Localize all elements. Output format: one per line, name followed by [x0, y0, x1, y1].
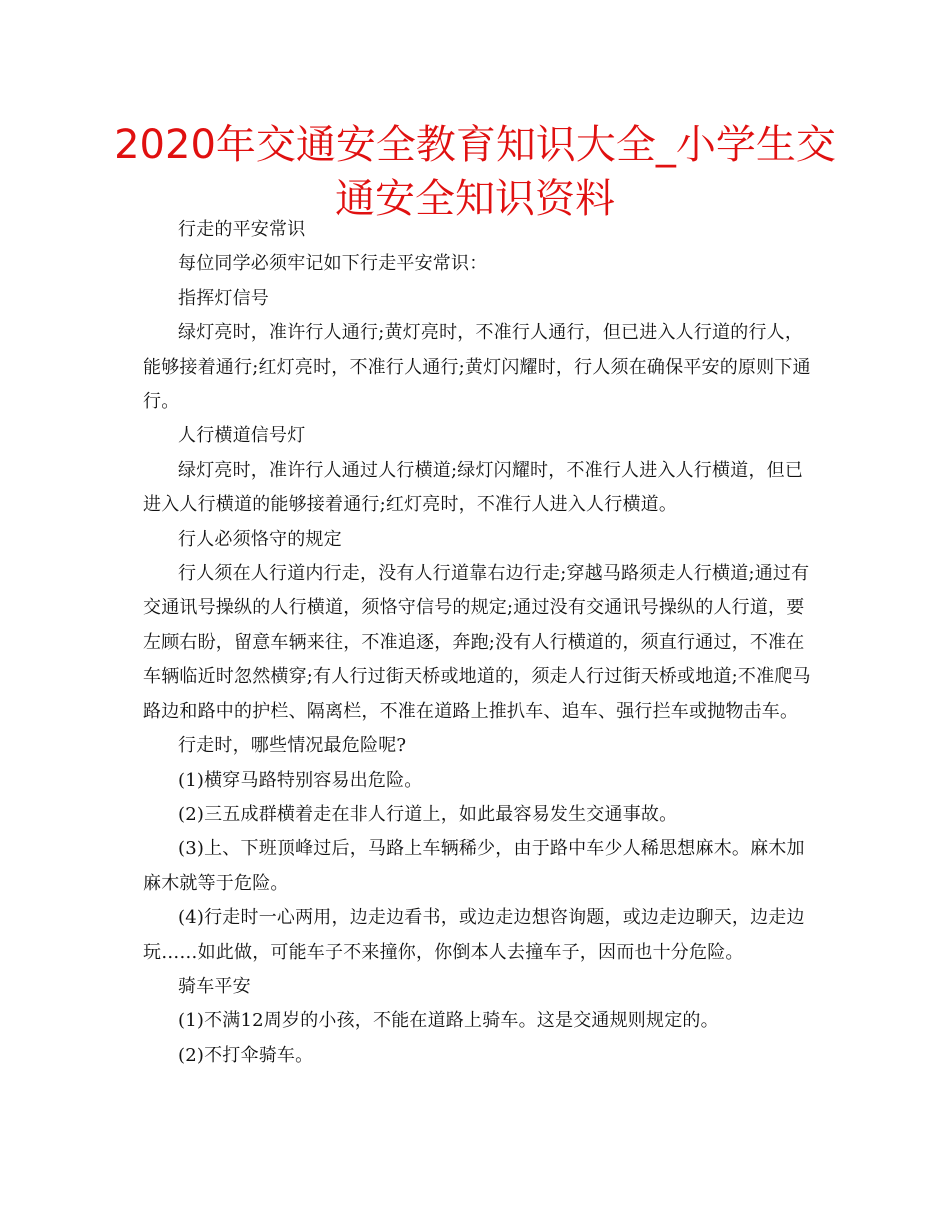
document-body	[143, 213, 819, 1073]
list-item: (4)行走时一心两用，边走边看书，或边走边想咨询题，或边走边聊天，边走边玩……如此做，可能车子不来撞你，你倒本人去撞车子，因而也十分危险。	[143, 907, 805, 963]
title-line-2: 通安全知识资料	[335, 176, 615, 222]
title-line-1: 2020年交通安全教育知识大全_小学生交	[114, 122, 836, 168]
section-heading: 骑车平安	[178, 975, 251, 997]
list-item: (2)三五成群横着走在非人行道上，如此最容易发生交通事故。	[178, 803, 678, 825]
section-heading: 行人必须恪守的规定	[178, 528, 342, 550]
paragraph: 行人须在人行道内行走，没有人行道靠右边行走;穿越马路须走人行横道;通过有交通讯号操纵的人行横道，须恪守信号的规定;通过没有交通讯号操纵的人行道，要左顾右盼，留意车辆来往，不准追逐，奔跑;没有人行横道的，须直行通过，不准在车辆临近时忽然横穿;有人行过街天桥或地道的，须走人行过街天桥或地道;不准爬马路边和路中的护栏、隔离栏，不准在道路上推扒车、追车、强行拦车或抛物击车。	[143, 563, 811, 722]
list-item: (2)不打伞骑车。	[178, 1044, 314, 1066]
section-heading: 指挥灯信号	[178, 287, 269, 309]
list-item: (3)上、下班顶峰过后，马路上车辆稀少，由于路中车少人稀思想麻木。麻木加麻木就等于危险。	[143, 838, 805, 894]
section-heading: 人行横道信号灯	[178, 425, 306, 447]
section-heading: 行走时，哪些情况最危险呢?	[178, 735, 407, 757]
document-title	[100, 118, 850, 226]
list-item: (1)横穿马路特别容易出危险。	[178, 769, 423, 791]
paragraph: 绿灯亮时，准许行人通行;黄灯亮时，不准行人通行，但已进入人行道的行人，能够接着通行;红灯亮时，不准行人通行;黄灯闪耀时，行人须在确保平安的原则下通行。	[143, 322, 811, 413]
section-heading: 行走的平安常识	[178, 219, 306, 240]
paragraph: 绿灯亮时，准许行人通过人行横道;绿灯闪耀时，不准行人进入人行横道，但已进入人行横道的能够接着通行;红灯亮时，不准行人进入人行横道。	[143, 459, 804, 516]
list-item: (1)不满12周岁的小孩，不能在道路上骑车。这是交通规则规定的。	[178, 1010, 719, 1032]
paragraph: 每位同学必须牢记如下行走平安常识：	[178, 253, 488, 275]
